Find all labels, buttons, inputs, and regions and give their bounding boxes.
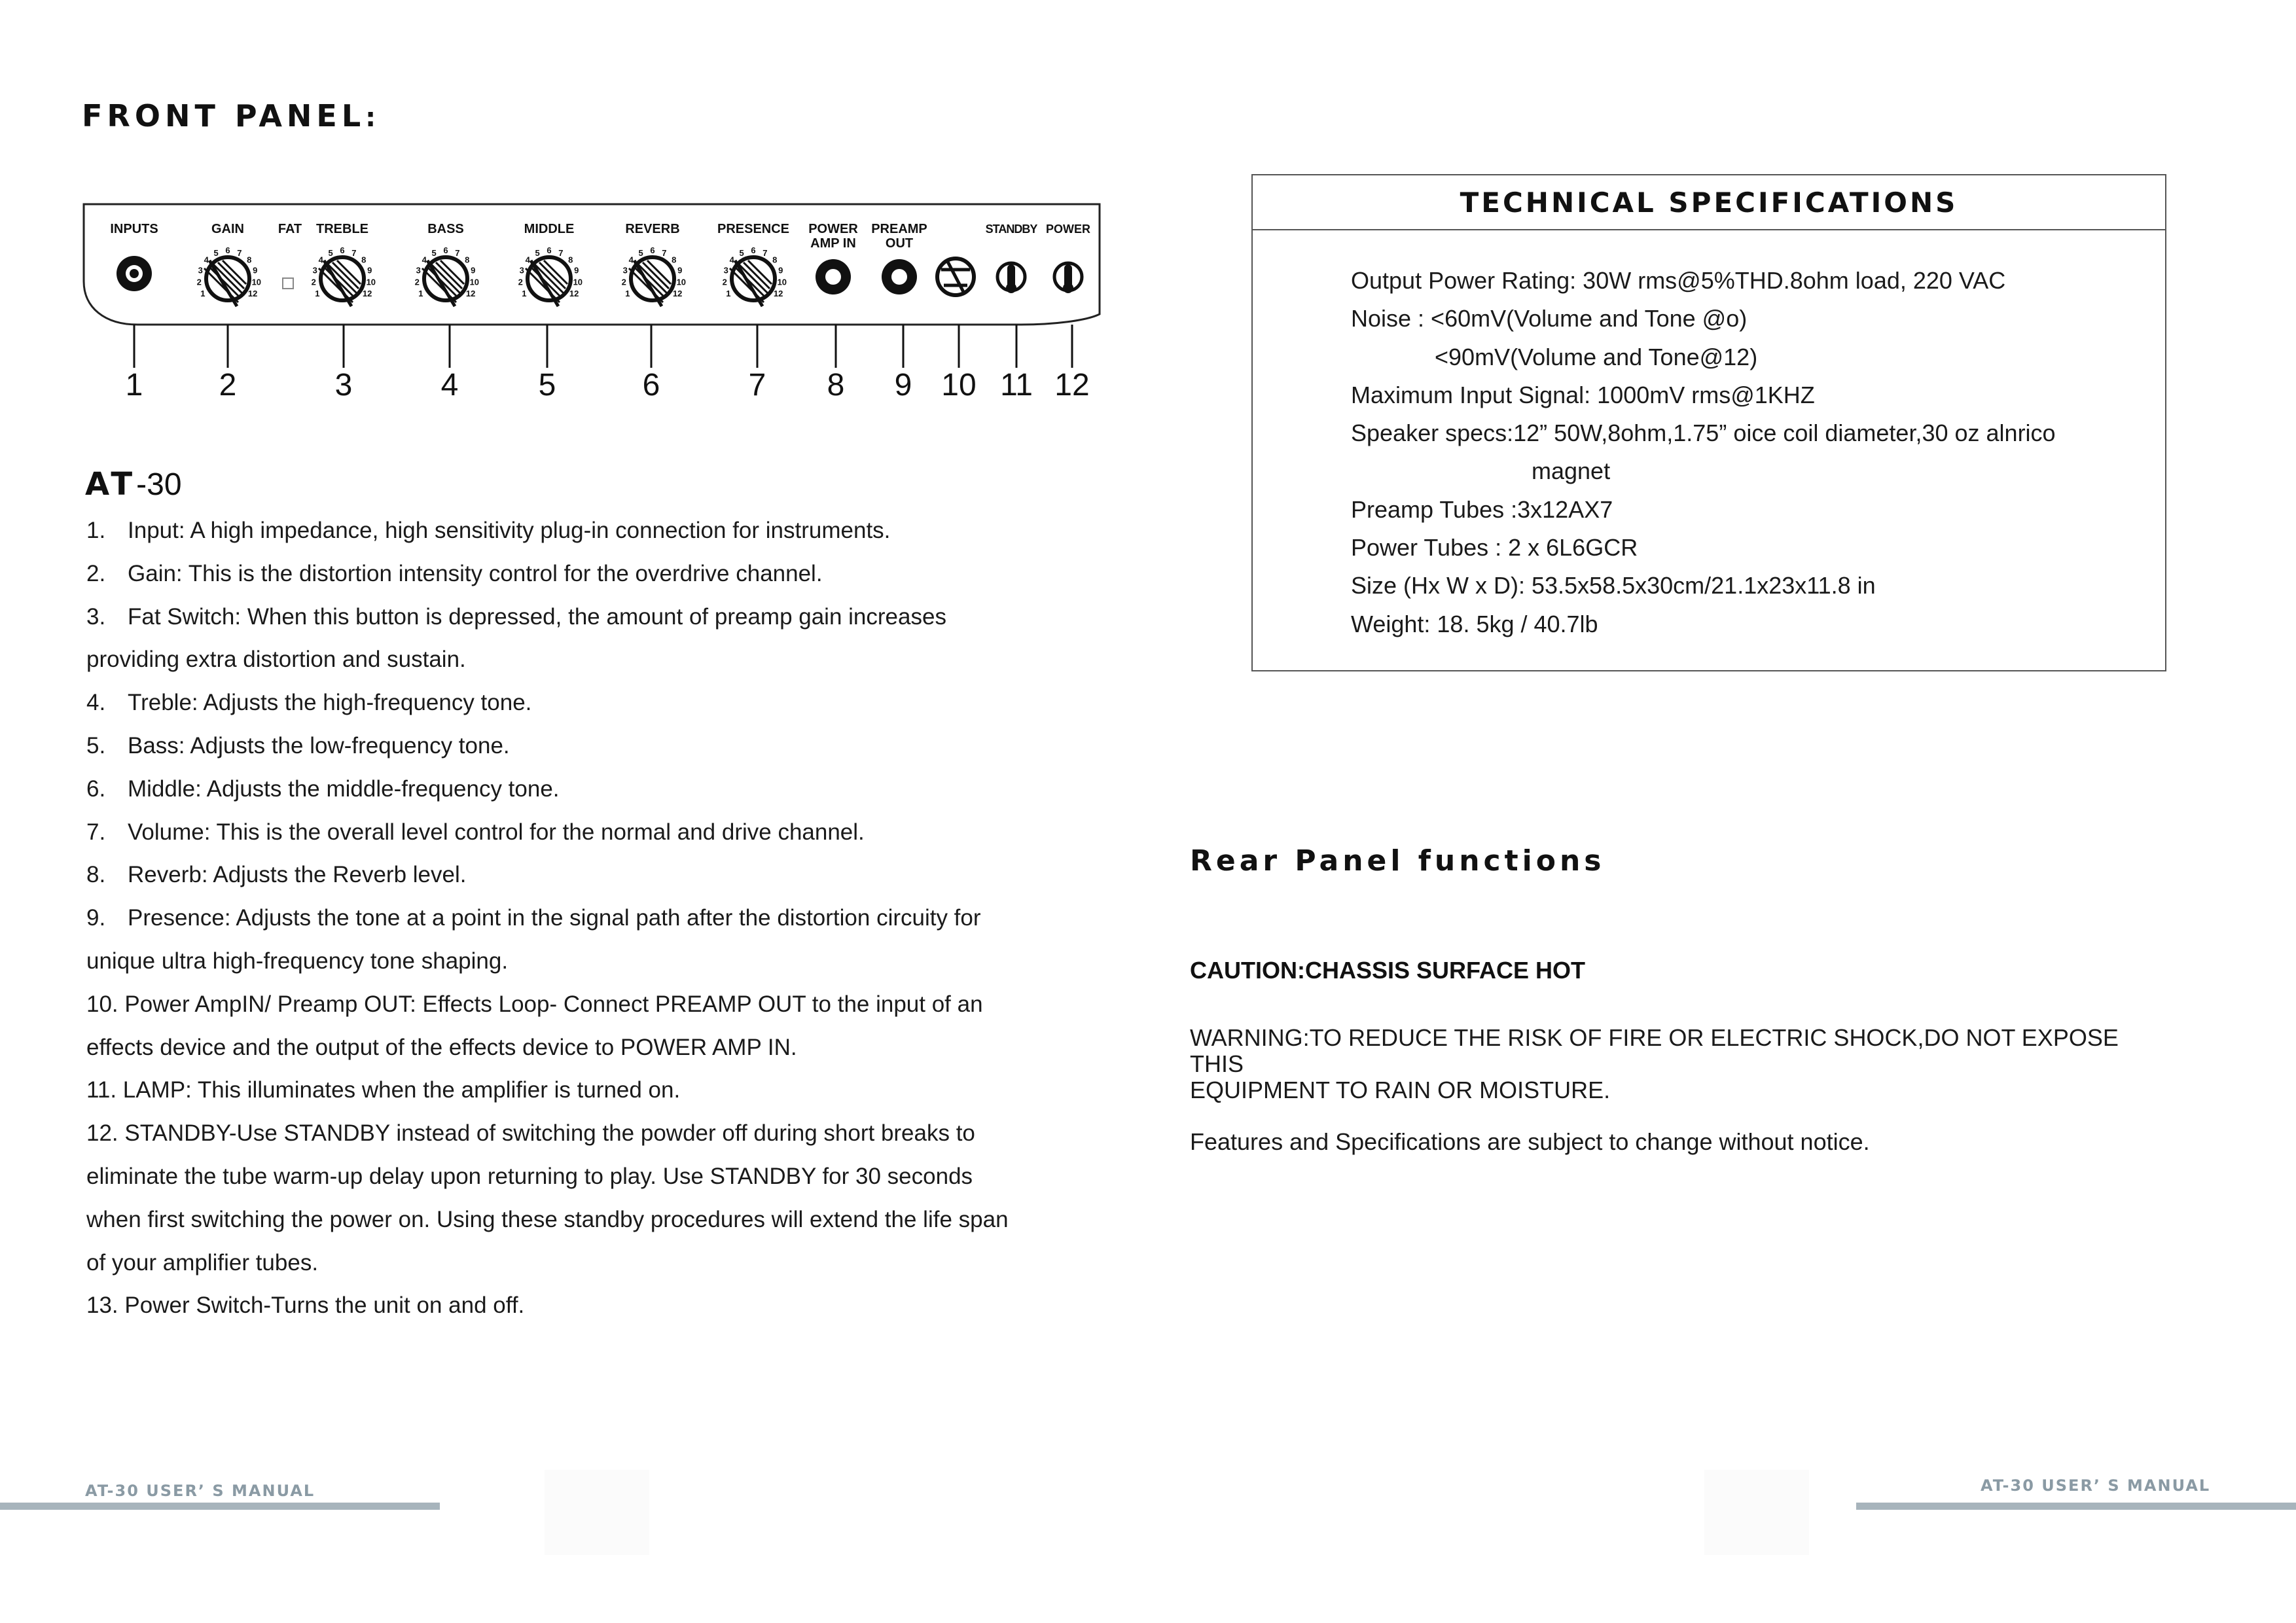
label-preamp-out-line1: PREAMP bbox=[871, 222, 927, 236]
function-item bbox=[86, 853, 1107, 897]
knob-scale-number: 7 bbox=[351, 247, 357, 258]
knob-scale-number: 2 bbox=[196, 277, 202, 287]
function-item-number: 12. bbox=[86, 1120, 118, 1147]
reverb-knob[interactable] bbox=[629, 255, 677, 306]
knob-scale-number: 7 bbox=[762, 247, 768, 258]
spec-line: magnet bbox=[1532, 457, 1611, 485]
front-panel-diagram bbox=[79, 196, 1126, 412]
label-power-amp-in-line2: AMP IN bbox=[810, 236, 856, 251]
knob-scale-number: 3 bbox=[723, 265, 728, 276]
knob-scale-number: 8 bbox=[772, 255, 778, 265]
spec-line: Weight: 18. 5kg / 40.7lb bbox=[1351, 610, 1598, 637]
function-item bbox=[86, 1284, 1107, 1327]
front-panel-title-text: FRONT PANEL bbox=[82, 98, 366, 134]
spec-box bbox=[1251, 174, 2166, 671]
knob-scale-number: 8 bbox=[361, 255, 367, 265]
function-item-text: of your amplifier tubes. bbox=[86, 1249, 319, 1275]
label-bass: BASS bbox=[427, 222, 464, 236]
knob-scale-number: 3 bbox=[622, 265, 628, 276]
callout-number: 8 bbox=[827, 368, 845, 402]
knob-scale-number: 10 bbox=[573, 277, 583, 287]
function-item bbox=[86, 1198, 1107, 1241]
fat-switch[interactable] bbox=[283, 278, 293, 289]
function-item-number: 3. bbox=[86, 603, 106, 630]
knob-scale-number: 2 bbox=[518, 277, 523, 287]
knob-scale-number: 9 bbox=[367, 265, 372, 276]
knob-scale-number: 6 bbox=[443, 245, 448, 255]
features-notice: Features and Specifications are subject to change without notice. bbox=[1190, 1128, 1870, 1155]
function-item bbox=[86, 1241, 1107, 1285]
knob-scale-number: 4 bbox=[628, 255, 634, 265]
label-power-amp-in-line1: POWER bbox=[808, 222, 858, 236]
callout-number: 9 bbox=[894, 368, 912, 402]
knob-scale-number: 6 bbox=[340, 245, 345, 255]
function-item-number: 1. bbox=[86, 518, 106, 543]
label-inputs: INPUTS bbox=[110, 222, 158, 236]
knob-scale-number: 3 bbox=[312, 265, 317, 276]
spec-title-bar bbox=[1253, 175, 2165, 230]
knob-scale-number: 6 bbox=[225, 245, 230, 255]
function-item bbox=[86, 724, 1107, 768]
knob-scale-number: 10 bbox=[366, 277, 376, 287]
power-amp-in-jack[interactable] bbox=[816, 259, 851, 294]
knob-scale-number: 7 bbox=[455, 247, 460, 258]
callout-number: 3 bbox=[334, 368, 353, 402]
spec-line: Speaker specs:12” 50W,8ohm,1.75” oice coil diameter,30 oz alnrico bbox=[1351, 419, 2056, 447]
callout-number: 10 bbox=[941, 368, 977, 402]
callout-number: 12 bbox=[1054, 368, 1090, 402]
spec-line: Size (Hx W x D): 53.5x58.5x30cm/21.1x23x11.8 in bbox=[1351, 572, 1876, 599]
gain-knob[interactable] bbox=[204, 255, 252, 306]
function-item bbox=[86, 552, 1107, 596]
function-item bbox=[86, 509, 1107, 552]
spec-line: Noise : <60mV(Volume and Tone @o) bbox=[1351, 305, 1748, 332]
bass-knob[interactable] bbox=[422, 255, 470, 306]
spec-line: Output Power Rating: 30W rms@5%THD.8ohm load, 220 VAC bbox=[1351, 267, 2006, 294]
knob-scale-number: 2 bbox=[722, 277, 727, 287]
callout-number: 4 bbox=[440, 368, 459, 402]
knob-scale-number: 1 bbox=[522, 289, 527, 298]
function-item-number: 10. bbox=[86, 991, 118, 1017]
knob-scale-number: 1 bbox=[726, 289, 731, 298]
knob-scale-number: 12 bbox=[362, 289, 372, 298]
model-title bbox=[85, 466, 182, 503]
page-number-area-right bbox=[1704, 1470, 1809, 1555]
function-item-text: Gain: This is the distortion intensity control for the overdrive channel. bbox=[128, 560, 823, 586]
function-item bbox=[86, 1069, 1107, 1112]
knob-scale-number: 5 bbox=[213, 247, 219, 258]
lamp-indicator bbox=[937, 259, 974, 295]
function-item bbox=[86, 897, 1107, 940]
spec-lines bbox=[1351, 262, 2056, 643]
label-fat: FAT bbox=[278, 222, 302, 236]
function-item-text: Volume: This is the overall level control for the normal and drive channel. bbox=[128, 819, 865, 845]
knob-scale-number: 1 bbox=[625, 289, 630, 298]
knob-scale-number: 10 bbox=[469, 277, 480, 287]
page-number-area-left bbox=[545, 1470, 649, 1555]
function-item-number: 6. bbox=[86, 776, 106, 802]
knob-scale-number: 9 bbox=[253, 265, 258, 276]
label-reverb: REVERB bbox=[625, 222, 680, 236]
function-item bbox=[86, 1112, 1107, 1155]
footer-rule-left bbox=[0, 1503, 440, 1510]
preamp-out-jack[interactable] bbox=[882, 259, 917, 294]
knob-scale-number: 5 bbox=[739, 247, 744, 258]
function-item-number: 9. bbox=[86, 905, 106, 931]
model-title-suffix: -30 bbox=[136, 467, 182, 502]
knob-scale-number: 12 bbox=[569, 289, 579, 298]
knob-scale-number: 6 bbox=[650, 245, 655, 255]
label-preamp-out-line2: OUT bbox=[885, 236, 914, 251]
function-item-text: LAMP: This illuminates when the amplifier is turned on. bbox=[122, 1077, 681, 1103]
caution-text: CAUTION:CHASSIS SURFACE HOT bbox=[1190, 957, 1586, 984]
spec-line: Preamp Tubes :3x12AX7 bbox=[1351, 495, 1613, 523]
knob-scale-number: 5 bbox=[638, 247, 643, 258]
function-item bbox=[86, 768, 1107, 811]
function-item bbox=[86, 596, 1107, 639]
front-panel-title-colon: : bbox=[365, 103, 376, 133]
knob-scale-number: 4 bbox=[525, 255, 530, 265]
function-item-text: Fat Switch: When this button is depressed, the amount of preamp gain increases bbox=[128, 603, 946, 630]
function-item-text: Input: A high impedance, high sensitivity plug-in connection for instruments. bbox=[128, 518, 891, 543]
knob-scale-number: 9 bbox=[471, 265, 476, 276]
knob-scale-number: 9 bbox=[677, 265, 683, 276]
function-item-text: eliminate the tube warm-up delay upon returning to play. Use STANDBY for 30 seconds bbox=[86, 1163, 973, 1189]
knob-scale-number: 7 bbox=[662, 247, 667, 258]
function-item-number: 7. bbox=[86, 819, 106, 845]
knob-scale-number: 4 bbox=[318, 255, 323, 265]
front-panel-title bbox=[82, 98, 376, 134]
knob-scale-number: 1 bbox=[418, 289, 423, 298]
spec-line: Maximum Input Signal: 1000mV rms@1KHZ bbox=[1351, 381, 1815, 408]
callout-number: 1 bbox=[125, 368, 143, 402]
knob-scale-number: 8 bbox=[247, 255, 252, 265]
footer-right: AT-30 USER’ S MANUAL bbox=[1981, 1476, 2211, 1495]
middle-knob[interactable] bbox=[526, 257, 571, 306]
knob-scale-number: 12 bbox=[773, 289, 783, 298]
knob-scale-number: 10 bbox=[676, 277, 687, 287]
label-treble: TREBLE bbox=[316, 222, 368, 236]
callout-number: 5 bbox=[538, 368, 556, 402]
knob-scale-number: 12 bbox=[247, 289, 258, 298]
knob-scale-number: 4 bbox=[422, 255, 427, 265]
knob-scale-number: 2 bbox=[311, 277, 316, 287]
callout-number: 6 bbox=[642, 368, 660, 402]
function-item-text: Middle: Adjusts the middle-frequency tone. bbox=[128, 776, 560, 802]
warning-line-1: WARNING:TO REDUCE THE RISK OF FIRE OR ELECTRIC SHOCK,DO NOT EXPOSE bbox=[1190, 1024, 2119, 1051]
knob-scale-number: 1 bbox=[315, 289, 320, 298]
callout-number: 2 bbox=[219, 368, 237, 402]
function-item-number: 5. bbox=[86, 732, 106, 758]
function-item-text: providing extra distortion and sustain. bbox=[86, 647, 466, 673]
knob-scale-number: 1 bbox=[200, 289, 206, 298]
function-item-text: Power AmpIN/ Preamp OUT: Effects Loop- Connect PREAMP OUT to the input of an bbox=[124, 991, 983, 1017]
knob-scale-number: 8 bbox=[672, 255, 677, 265]
function-item-text: Bass: Adjusts the low-frequency tone. bbox=[128, 732, 510, 758]
function-item-text: when first switching the power on. Using these standby procedures will extend the life span bbox=[86, 1206, 1009, 1232]
standby-toggle[interactable] bbox=[997, 263, 1025, 293]
knob-scale-number: 6 bbox=[751, 245, 756, 255]
function-item bbox=[86, 1026, 1107, 1069]
label-power: POWER bbox=[1045, 223, 1091, 236]
knob-scale-number: 7 bbox=[558, 247, 564, 258]
label-standby: STANDBY bbox=[985, 223, 1037, 236]
function-list bbox=[86, 509, 1107, 1327]
knob-scale-number: 7 bbox=[237, 247, 242, 258]
warning-line-2: THIS bbox=[1190, 1050, 1244, 1077]
function-item-number: 2. bbox=[86, 560, 106, 586]
spec-line: <90mV(Volume and Tone@12) bbox=[1435, 343, 1758, 370]
knob-scale-number: 10 bbox=[777, 277, 787, 287]
knob-scale-number: 6 bbox=[547, 245, 552, 255]
knob-scale-number: 9 bbox=[574, 265, 579, 276]
footer-rule-right bbox=[1856, 1503, 2296, 1510]
function-item-number: 4. bbox=[86, 690, 106, 716]
spec-line: Power Tubes : 2 x 6L6GCR bbox=[1351, 534, 1638, 562]
function-item-text: Power Switch-Turns the unit on and off. bbox=[124, 1293, 525, 1319]
function-item-text: STANDBY-Use STANDBY instead of switching the powder off during short breaks to bbox=[124, 1120, 975, 1147]
spec-title: TECHNICAL SPECIFICATIONS bbox=[1460, 187, 1958, 219]
knob-scale-number: 12 bbox=[465, 289, 476, 298]
model-title-prefix: AT bbox=[85, 466, 137, 503]
function-item-text: unique ultra high-frequency tone shaping. bbox=[86, 948, 509, 974]
warning-line-3: EQUIPMENT TO RAIN OR MOISTURE. bbox=[1190, 1077, 1611, 1103]
footer-left: AT-30 USER’ S MANUAL bbox=[85, 1482, 315, 1500]
knob-scale-number: 12 bbox=[672, 289, 683, 298]
input-jack[interactable] bbox=[117, 256, 152, 291]
function-item-text: Reverb: Adjusts the Reverb level. bbox=[128, 862, 467, 888]
knob-scale-number: 9 bbox=[778, 265, 783, 276]
label-middle: MIDDLE bbox=[524, 222, 575, 236]
function-item-number: 8. bbox=[86, 862, 106, 888]
knob-group bbox=[197, 245, 787, 306]
knob-scale-number: 5 bbox=[431, 247, 437, 258]
knob-scale-number: 2 bbox=[414, 277, 420, 287]
function-item bbox=[86, 811, 1107, 854]
label-presence: PRESENCE bbox=[717, 222, 790, 236]
warning-text bbox=[1190, 1025, 2185, 1103]
knob-scale-number: 10 bbox=[251, 277, 262, 287]
callout-group bbox=[126, 325, 1090, 402]
function-item bbox=[86, 681, 1107, 724]
knob-scale-number: 2 bbox=[621, 277, 626, 287]
callout-number: 11 bbox=[1000, 368, 1033, 402]
knob-scale-number: 8 bbox=[465, 255, 470, 265]
function-item-number: 13. bbox=[86, 1293, 118, 1319]
function-item bbox=[86, 940, 1107, 983]
function-item-text: Treble: Adjusts the high-frequency tone. bbox=[128, 690, 532, 716]
knob-scale-number: 4 bbox=[729, 255, 734, 265]
knob-scale-number: 5 bbox=[328, 247, 333, 258]
power-toggle[interactable] bbox=[1054, 263, 1082, 293]
callout-number: 7 bbox=[748, 368, 766, 402]
function-item-text: Presence: Adjusts the tone at a point in the signal path after the distortion circuity for bbox=[128, 905, 981, 931]
knob-scale-number: 4 bbox=[204, 255, 209, 265]
function-item-text: effects device and the output of the effects device to POWER AMP IN. bbox=[86, 1034, 797, 1060]
function-item bbox=[86, 638, 1107, 681]
knob-scale-number: 3 bbox=[198, 265, 203, 276]
function-item-number: 11. bbox=[86, 1077, 117, 1103]
knob-scale-number: 8 bbox=[568, 255, 573, 265]
knob-scale-number: 3 bbox=[519, 265, 524, 276]
knob-scale-number: 5 bbox=[535, 247, 540, 258]
rear-panel-title: Rear Panel functions bbox=[1190, 844, 1605, 878]
function-item bbox=[86, 1155, 1107, 1198]
function-item bbox=[86, 983, 1107, 1026]
label-gain: GAIN bbox=[211, 222, 244, 236]
knob-scale-number: 3 bbox=[416, 265, 421, 276]
